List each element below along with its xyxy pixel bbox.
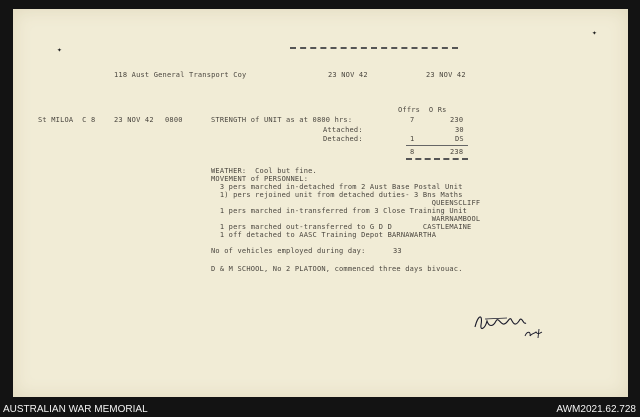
body-line: 3 pers marched in-detached from 2 Aust Base Postal Unit — [211, 183, 463, 191]
header-date-left: 23 NOV 42 — [328, 71, 368, 79]
body-line: WARRNAMBOOL — [211, 215, 481, 223]
body-line: 1 pers marched in-transferred from 3 Close Training Unit — [211, 207, 468, 215]
body-line: QUEENSCLIFF — [211, 199, 481, 207]
entry-date: 23 NOV 42 — [114, 116, 154, 124]
strength-row-ors: 230 — [450, 116, 464, 124]
strength-attached-label: Attached: — [323, 126, 363, 134]
vehicles-label: No of vehicles employed during day: — [211, 247, 366, 255]
strength-total-offrs: 8 — [410, 148, 415, 156]
strength-row-ors: DS — [455, 135, 464, 143]
strength-row-offrs: 1 — [410, 135, 415, 143]
entry-place: St MILOA C 8 — [38, 116, 96, 124]
footer-left: AUSTRALIAN WAR MEMORIAL — [3, 404, 148, 415]
margin-mark-left: ✦ — [57, 45, 62, 54]
body-line: 1 pers marched out-transferred to G D D CASTLEMAINE — [211, 223, 472, 231]
top-dashed-rule — [290, 47, 458, 49]
margin-mark-right: ✦ — [592, 28, 597, 37]
body-line: 1) pers rejoined unit from detached duties- 3 Bns Maths — [211, 191, 463, 199]
body-line-weather: WEATHER: Cool but fine. — [211, 167, 317, 175]
vehicles-value: 33 — [393, 247, 402, 255]
signature-image — [469, 305, 559, 345]
body-line: 1 off detached to AASC Training Depot BARNAWARTHA — [211, 231, 437, 239]
strength-double-rule — [406, 158, 468, 160]
strength-total-rule — [406, 145, 468, 146]
header-unit: 118 Aust General Transport Coy — [114, 71, 247, 79]
strength-total-ors: 238 — [450, 148, 464, 156]
strength-detached-label: Detached: — [323, 135, 363, 143]
strength-row-ors: 30 — [455, 126, 464, 134]
strength-row-offrs: 7 — [410, 116, 415, 124]
school-line: D & M SCHOOL, No 2 PLATOON, commenced three days bivouac. — [211, 265, 463, 273]
footer-right: AWM2021.62.728 — [556, 404, 636, 415]
header-date-right: 23 NOV 42 — [426, 71, 466, 79]
strength-column-head: Offrs O Rs — [398, 106, 447, 114]
document-page — [13, 9, 628, 397]
strength-heading: STRENGTH of UNIT as at 0800 hrs: — [211, 116, 353, 124]
body-line-movement: MOVEMENT of PERSONNEL: — [211, 175, 309, 183]
entry-time: 0800 — [165, 116, 183, 124]
